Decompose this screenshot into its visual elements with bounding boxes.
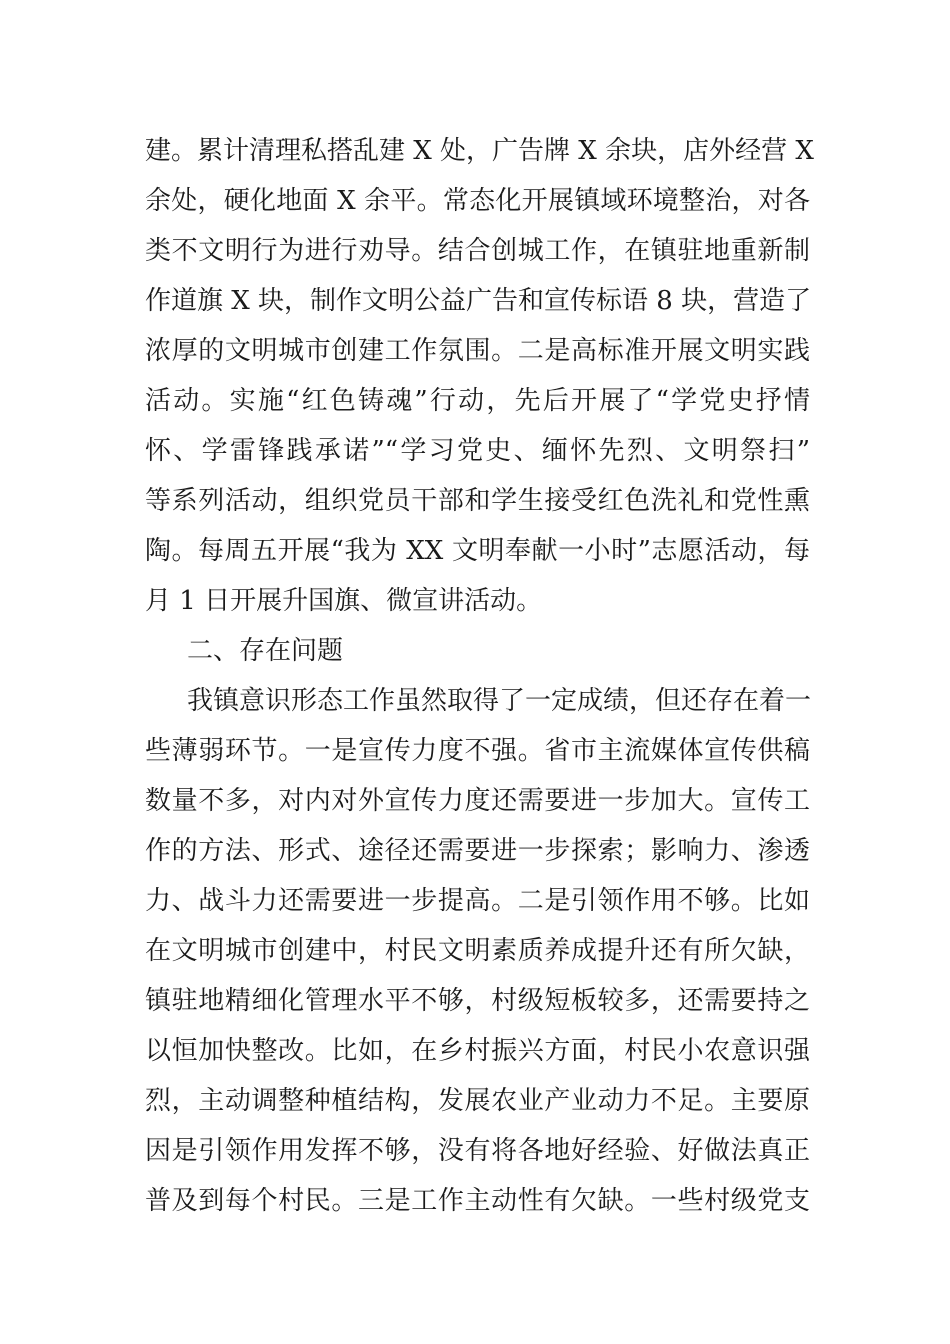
paragraph-achievements: [145, 126, 814, 626]
paragraph-problems: [145, 676, 810, 1226]
text-line: 在文明城市创建中，村民文明素质养成提升还有所欠缺，: [145, 936, 810, 966]
text-line: 镇驻地精细化管理水平不够，村级短板较多，还需要持之: [145, 986, 810, 1016]
text-line: 力、战斗力还需要进一步提高。二是引领作用不够。比如: [145, 886, 810, 916]
text-line: 怀、学雷锋践承诺”“学习党史、缅怀先烈、文明祭扫”: [145, 436, 810, 466]
section-heading: 二、存在问题: [187, 636, 344, 666]
text-line: 陶。每周五开展“我为 XX 文明奉献一小时”志愿活动，每: [145, 536, 810, 566]
text-line: 烈，主动调整种植结构，发展农业产业动力不足。主要原: [145, 1086, 810, 1116]
text-line: 月 1 日开展升国旗、微宣讲活动。: [145, 586, 543, 616]
text-line: 以恒加快整改。比如，在乡村振兴方面，村民小农意识强: [145, 1036, 810, 1066]
text-line: 作道旗 X 块，制作文明公益广告和宣传标语 8 块，营造了: [145, 286, 812, 316]
text-line: 浓厚的文明城市创建工作氛围。二是高标准开展文明实践: [145, 336, 810, 366]
text-line: 活动。实施“红色铸魂”行动，先后开展了“学党史抒情: [145, 386, 810, 416]
text-line: 建。累计清理私搭乱建 X 处，广告牌 X 余块，店外经营 X: [145, 136, 814, 166]
text-line: 类不文明行为进行劝导。结合创城工作，在镇驻地重新制: [145, 236, 810, 266]
text-line: 我镇意识形态工作虽然取得了一定成绩，但还存在着一: [187, 686, 812, 716]
text-line: 普及到每个村民。三是工作主动性有欠缺。一些村级党支: [145, 1186, 810, 1216]
text-line: 些薄弱环节。一是宣传力度不强。省市主流媒体宣传供稿: [145, 736, 810, 766]
text-line: 等系列活动，组织党员干部和学生接受红色洗礼和党性熏: [145, 486, 810, 516]
text-line: 数量不多，对内对外宣传力度还需要进一步加大。宣传工: [145, 786, 810, 816]
document-body: [145, 126, 814, 1226]
text-line: 因是引领作用发挥不够，没有将各地好经验、好做法真正: [145, 1136, 810, 1166]
text-line: 作的方法、形式、途径还需要进一步探索；影响力、渗透: [145, 836, 810, 866]
text-line: 余处，硬化地面 X 余平。常态化开展镇域环境整治，对各: [145, 186, 810, 216]
